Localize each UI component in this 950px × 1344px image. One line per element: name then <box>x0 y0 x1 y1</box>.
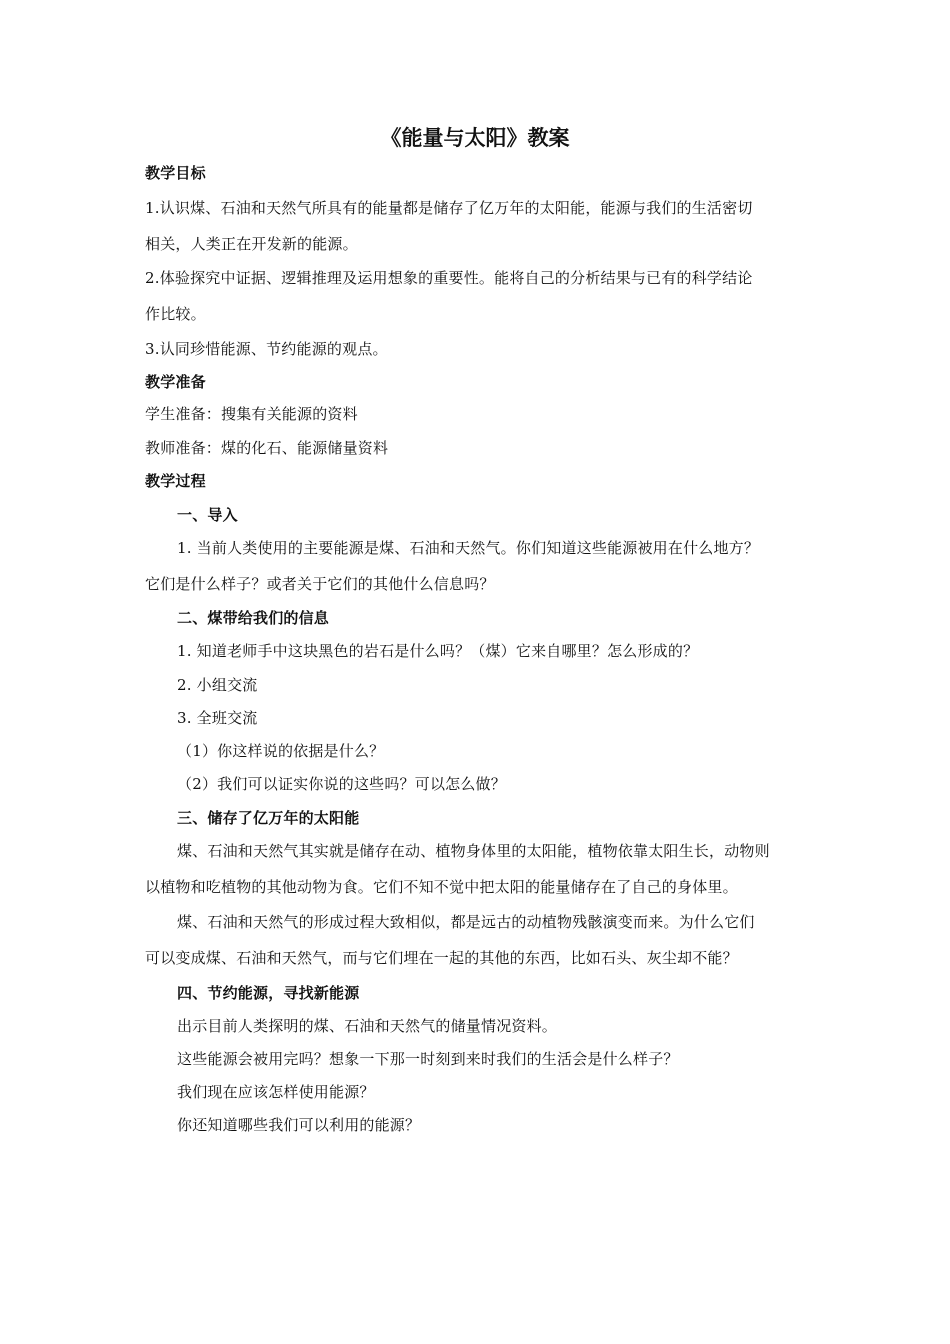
goal-3: 3.认同珍惜能源、节约能源的观点。 <box>145 340 388 358</box>
part-3-heading: 三、储存了亿万年的太阳能 <box>177 809 360 827</box>
part-4-line-1: 出示目前人类探明的煤、石油和天然气的储量情况资料。 <box>177 1017 558 1035</box>
goals-heading: 教学目标 <box>145 164 206 182</box>
part-4-line-3: 我们现在应该怎样使用能源？ <box>177 1083 375 1101</box>
goal-1-line-1: 1.认识煤、石油和天然气所具有的能量都是储存了亿万年的太阳能，能源与我们的生活密切 <box>145 199 753 217</box>
prep-heading: 教学准备 <box>145 373 206 391</box>
part-1-paragraph-line-1: 1. 当前人类使用的主要能源是煤、石油和天然气。你们知道这些能源被用在什么地方？ <box>177 539 760 557</box>
part-2-heading: 二、煤带给我们的信息 <box>177 609 330 627</box>
part-3-paragraph-2-line-1: 煤、石油和天然气的形成过程大致相似，都是远古的动植物残骸演变而来。为什么它们 <box>177 913 755 931</box>
document-title: 《能量与太阳》教案 <box>380 126 570 150</box>
part-3-paragraph-1-line-1: 煤、石油和天然气其实就是储存在动、植物身体里的太阳能，植物依靠太阳生长，动物则 <box>177 842 770 860</box>
part-2-question-1: （1）你这样说的依据是什么？ <box>177 742 385 760</box>
part-2-item-2: 2. 小组交流 <box>177 676 258 694</box>
part-2-item-1: 1. 知道老师手中这块黑色的岩石是什么吗？（煤）它来自哪里？怎么形成的？ <box>177 642 699 660</box>
goal-1-line-2: 相关，人类正在开发新的能源。 <box>145 235 358 253</box>
part-4-heading: 四、节约能源，寻找新能源 <box>177 984 360 1002</box>
process-heading: 教学过程 <box>145 472 206 490</box>
goal-2-line-1: 2.体验探究中证据、逻辑推理及运用想象的重要性。能将自己的分析结果与已有的科学结论 <box>145 269 753 287</box>
prep-student: 学生准备：搜集有关能源的资料 <box>145 405 358 423</box>
part-3-paragraph-1-line-2: 以植物和吃植物的其他动物为食。它们不知不觉中把太阳的能量储存在了自己的身体里。 <box>145 878 738 896</box>
part-4-line-2: 这些能源会被用完吗？想象一下那一时刻到来时我们的生活会是什么样子？ <box>177 1050 679 1068</box>
part-1-paragraph-line-2: 它们是什么样子？或者关于它们的其他什么信息吗？ <box>145 575 495 593</box>
part-1-heading: 一、导入 <box>177 506 238 524</box>
prep-teacher: 教师准备：煤的化石、能源储量资料 <box>145 439 389 457</box>
part-3-paragraph-2-line-2: 可以变成煤、石油和天然气，而与它们埋在一起的其他的东西，比如石头、灰尘却不能？ <box>145 949 738 967</box>
part-4-line-4: 你还知道哪些我们可以利用的能源？ <box>177 1116 421 1134</box>
part-2-question-2: （2）我们可以证实你说的这些吗？可以怎么做？ <box>177 775 506 793</box>
goal-2-line-2: 作比较。 <box>145 305 206 323</box>
part-2-item-3: 3. 全班交流 <box>177 709 258 727</box>
